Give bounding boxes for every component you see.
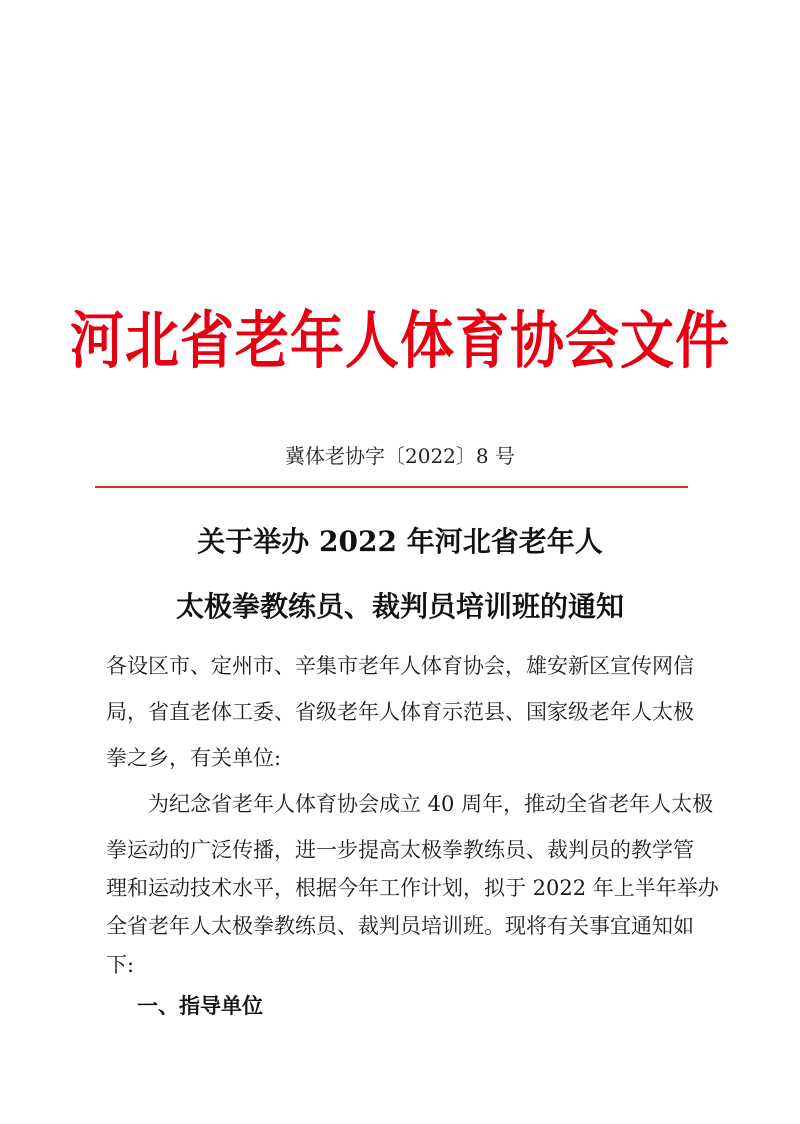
notice-title-line-1: 关于举办 2022 年河北省老年人 — [197, 525, 603, 558]
intro-line-5: 下: — [106, 953, 135, 977]
notice-title-line-2: 太极拳教练员、裁判员培训班的通知 — [175, 590, 624, 623]
intro-line-2: 拳运动的广泛传播，进一步提高太极拳教练员、裁判员的教学管 — [106, 838, 694, 862]
document-number: 冀体老协字〔2022〕8 号 — [285, 444, 515, 468]
recipients-line-3: 拳之乡，有关单位: — [106, 746, 282, 770]
red-divider-line — [95, 486, 688, 488]
intro-line-1: 为纪念省老年人体育协会成立 40 周年，推动全省老年人太极 — [148, 792, 714, 816]
issuer-title: 河北省老年人体育协会文件 — [70, 303, 730, 377]
recipients-line-2: 局，省直老体工委、省级老年人体育示范县、国家级老年人太极 — [106, 700, 694, 724]
recipients-line-1: 各设区市、定州市、辛集市老年人体育协会，雄安新区宣传网信 — [106, 654, 694, 678]
section-heading-1: 一、指导单位 — [137, 994, 263, 1018]
intro-line-3: 理和运动技术水平，根据今年工作计划，拟于 2022 年上半年举办 — [106, 876, 719, 900]
intro-line-4: 全省老年人太极拳教练员、裁判员培训班。现将有关事宜通知如 — [106, 914, 694, 938]
